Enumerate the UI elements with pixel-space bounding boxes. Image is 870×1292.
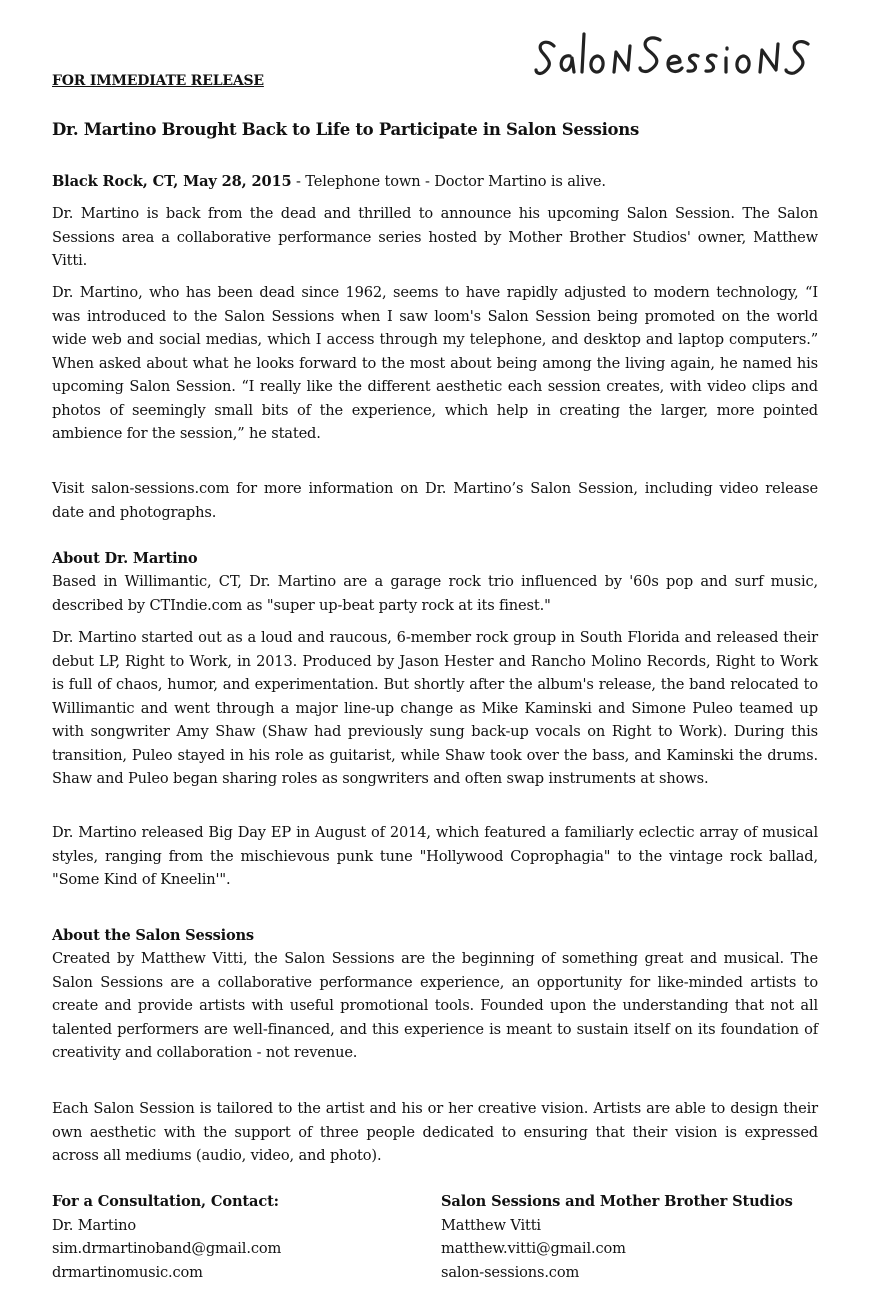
contact-right-name: Matthew Vitti [441, 1216, 541, 1234]
paragraph-quote: Dr. Martino, who has been dead since 1962, seems to have rapidly adjusted to modern technology, “I was introduced to the Salon Sessions when I saw loom's Salon Session being promoted on the world wide web and social medias, which I access through my telephone, and desktop and laptop computers.” When asked about what he looks forward to the most about being among the living again, he named his upcoming Salon Session. “I really like the different aesthetic each session creates, with video clips and photos of seemingly small bits of the experience, which help in creating the larger, more pointed ambience for the session,” he stated. [52, 284, 818, 442]
contact-right-email[interactable]: matthew.vitti@gmail.com [441, 1240, 626, 1257]
release-label: FOR IMMEDIATE RELEASE [52, 73, 264, 89]
contact-left-name: Dr. Martino [52, 1216, 137, 1234]
logo-text: Salon Sessions [532, 26, 540, 27]
about-martino-heading: About Dr. Martino [52, 550, 198, 567]
paragraph-visit: Visit salon-sessions.com for more information on Dr. Martino’s Salon Session, including video release date and photographs. [52, 480, 818, 521]
headline: Dr. Martino Brought Back to Life to Participate in Salon Sessions [52, 120, 639, 139]
dateline-rest: - Telephone town - Doctor Martino is alive. [291, 173, 606, 190]
contact-right-heading: Salon Sessions and Mother Brother Studios [441, 1193, 793, 1210]
contact-left-heading: For a Consultation, Contact: [52, 1193, 279, 1210]
about-martino-p2: Dr. Martino started out as a loud and raucous, 6-member rock group in South Florida and released their debut LP, Right to Work, in 2013. Produced by Jason Hester and Rancho Molino Records, Right to Work is full of chaos, humor, and experimentation. But shortly after the album's release, the band relocated to Willimantic and went through a major line-up change as Mike Kaminski and Simone Puleo teamed up with songwriter Amy Shaw (Shaw had previously sung back-up vocals on Right to Work). During this transition, Puleo stayed in his role as guitarist, while Shaw took over the bass, and Kaminski the drums. Shaw and Puleo began sharing roles as songwriters and often swap instruments at shows. [52, 629, 818, 787]
contact-right-site[interactable]: salon-sessions.com [441, 1263, 580, 1281]
contact-left [52, 1190, 432, 1284]
about-salon-p2: Each Salon Session is tailored to the artist and his or her creative vision. Artists are able to design their own aesthetic with the support of three people dedicated to ensuring that their vision is expressed across all mediums (audio, video, and photo). [52, 1100, 818, 1164]
paragraph-intro: Dr. Martino is back from the dead and thrilled to announce his upcoming Salon Session. The Salon Sessions area a collaborative performance series hosted by Mother Brother Studios' owner, Matthew Vitti. [52, 205, 818, 269]
dateline [52, 170, 818, 194]
about-martino-p3: Dr. Martino released Big Day EP in August of 2014, which featured a familiarly eclectic array of musical styles, ranging from the mischievous punk tune "Hollywood Coprophagia" to the vintage rock ballad, "Some Kind of Kneelin'". [52, 824, 818, 888]
about-salon-p1: Created by Matthew Vitti, the Salon Sessions are the beginning of something great and musical. The Salon Sessions are a collaborative performance experience, an opportunity for like-minded artists to create and provide artists with useful promotional tools. Founded upon the understanding that not all talented performers are well-financed, and this experience is meant to sustain itself on its foundation of creativity and collaboration - not revenue. [52, 950, 818, 1061]
about-salon-heading: About the Salon Sessions [52, 927, 254, 944]
contact-left-site[interactable]: drmartinomusic.com [52, 1263, 203, 1281]
about-martino-p1: Based in Willimantic, CT, Dr. Martino are a garage rock trio influenced by '60s pop and surf music, described by CTIndie.com as "super up-beat party rock at its finest." [52, 573, 818, 614]
dateline-place-date: Black Rock, CT, May 28, 2015 [52, 173, 292, 190]
salon-sessions-logo [532, 26, 818, 86]
contact-left-email[interactable]: sim.drmartinoband@gmail.com [52, 1240, 282, 1257]
contact-right [441, 1190, 818, 1284]
